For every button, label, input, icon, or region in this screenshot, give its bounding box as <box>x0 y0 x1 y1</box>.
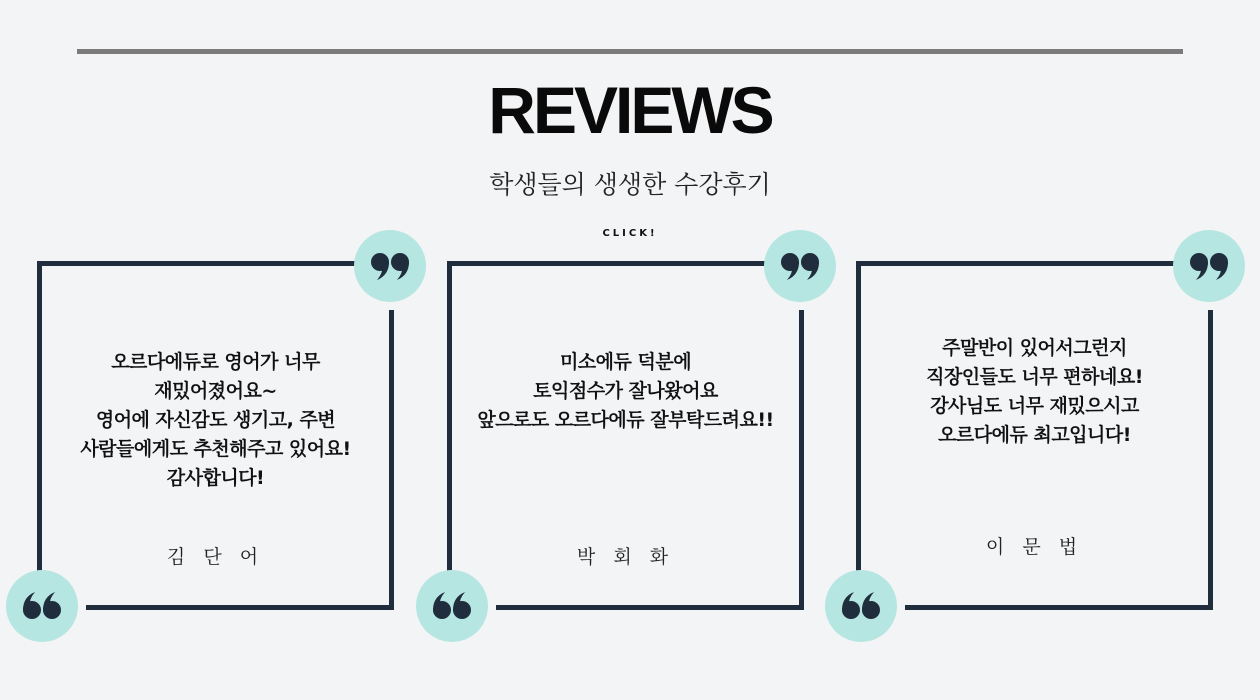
review-text: 주말반이 있어서그런지 직장인들도 너무 편하네요! 강사님도 너무 재밌으시고 오르다에듀 최고입니다! <box>926 337 1143 446</box>
frame-line-right <box>389 310 394 610</box>
frame-line-bottom <box>496 605 804 610</box>
page-title: REVIEWS <box>488 73 772 147</box>
top-divider <box>77 49 1183 54</box>
review-card[interactable] <box>0 230 430 650</box>
quote-open-icon <box>825 570 897 642</box>
review-text: 미소에듀 덕분에 토익점수가 잘나왔어요 앞으로도 오르다에듀 잘부탁드려요!! <box>477 351 774 431</box>
page-subtitle: 학생들의 생생한 수강후기 <box>489 170 771 199</box>
review-author: 박 회 화 <box>576 546 675 568</box>
review-author: 김 단 어 <box>166 546 265 568</box>
frame-line-right <box>799 310 804 610</box>
quote-close-icon <box>1173 230 1245 302</box>
frame-line-right <box>1208 310 1213 610</box>
frame-line-bottom <box>905 605 1213 610</box>
quote-open-icon <box>416 570 488 642</box>
review-card[interactable] <box>410 230 840 650</box>
review-text: 오르다에듀로 영어가 너무 재밌어졌어요~ 영어에 자신감도 생기고, 주변 사람들에게도 추천해주고 있어요! 감사합니다! <box>80 351 351 489</box>
quote-open-icon <box>6 570 78 642</box>
click-hint[interactable]: CLICK! <box>602 228 658 239</box>
review-author: 이 문 법 <box>985 536 1084 558</box>
frame-line-top <box>856 261 1174 266</box>
frame-line-top <box>447 261 765 266</box>
frame-line-bottom <box>86 605 394 610</box>
frame-line-top <box>37 261 355 266</box>
review-card[interactable] <box>819 230 1249 650</box>
